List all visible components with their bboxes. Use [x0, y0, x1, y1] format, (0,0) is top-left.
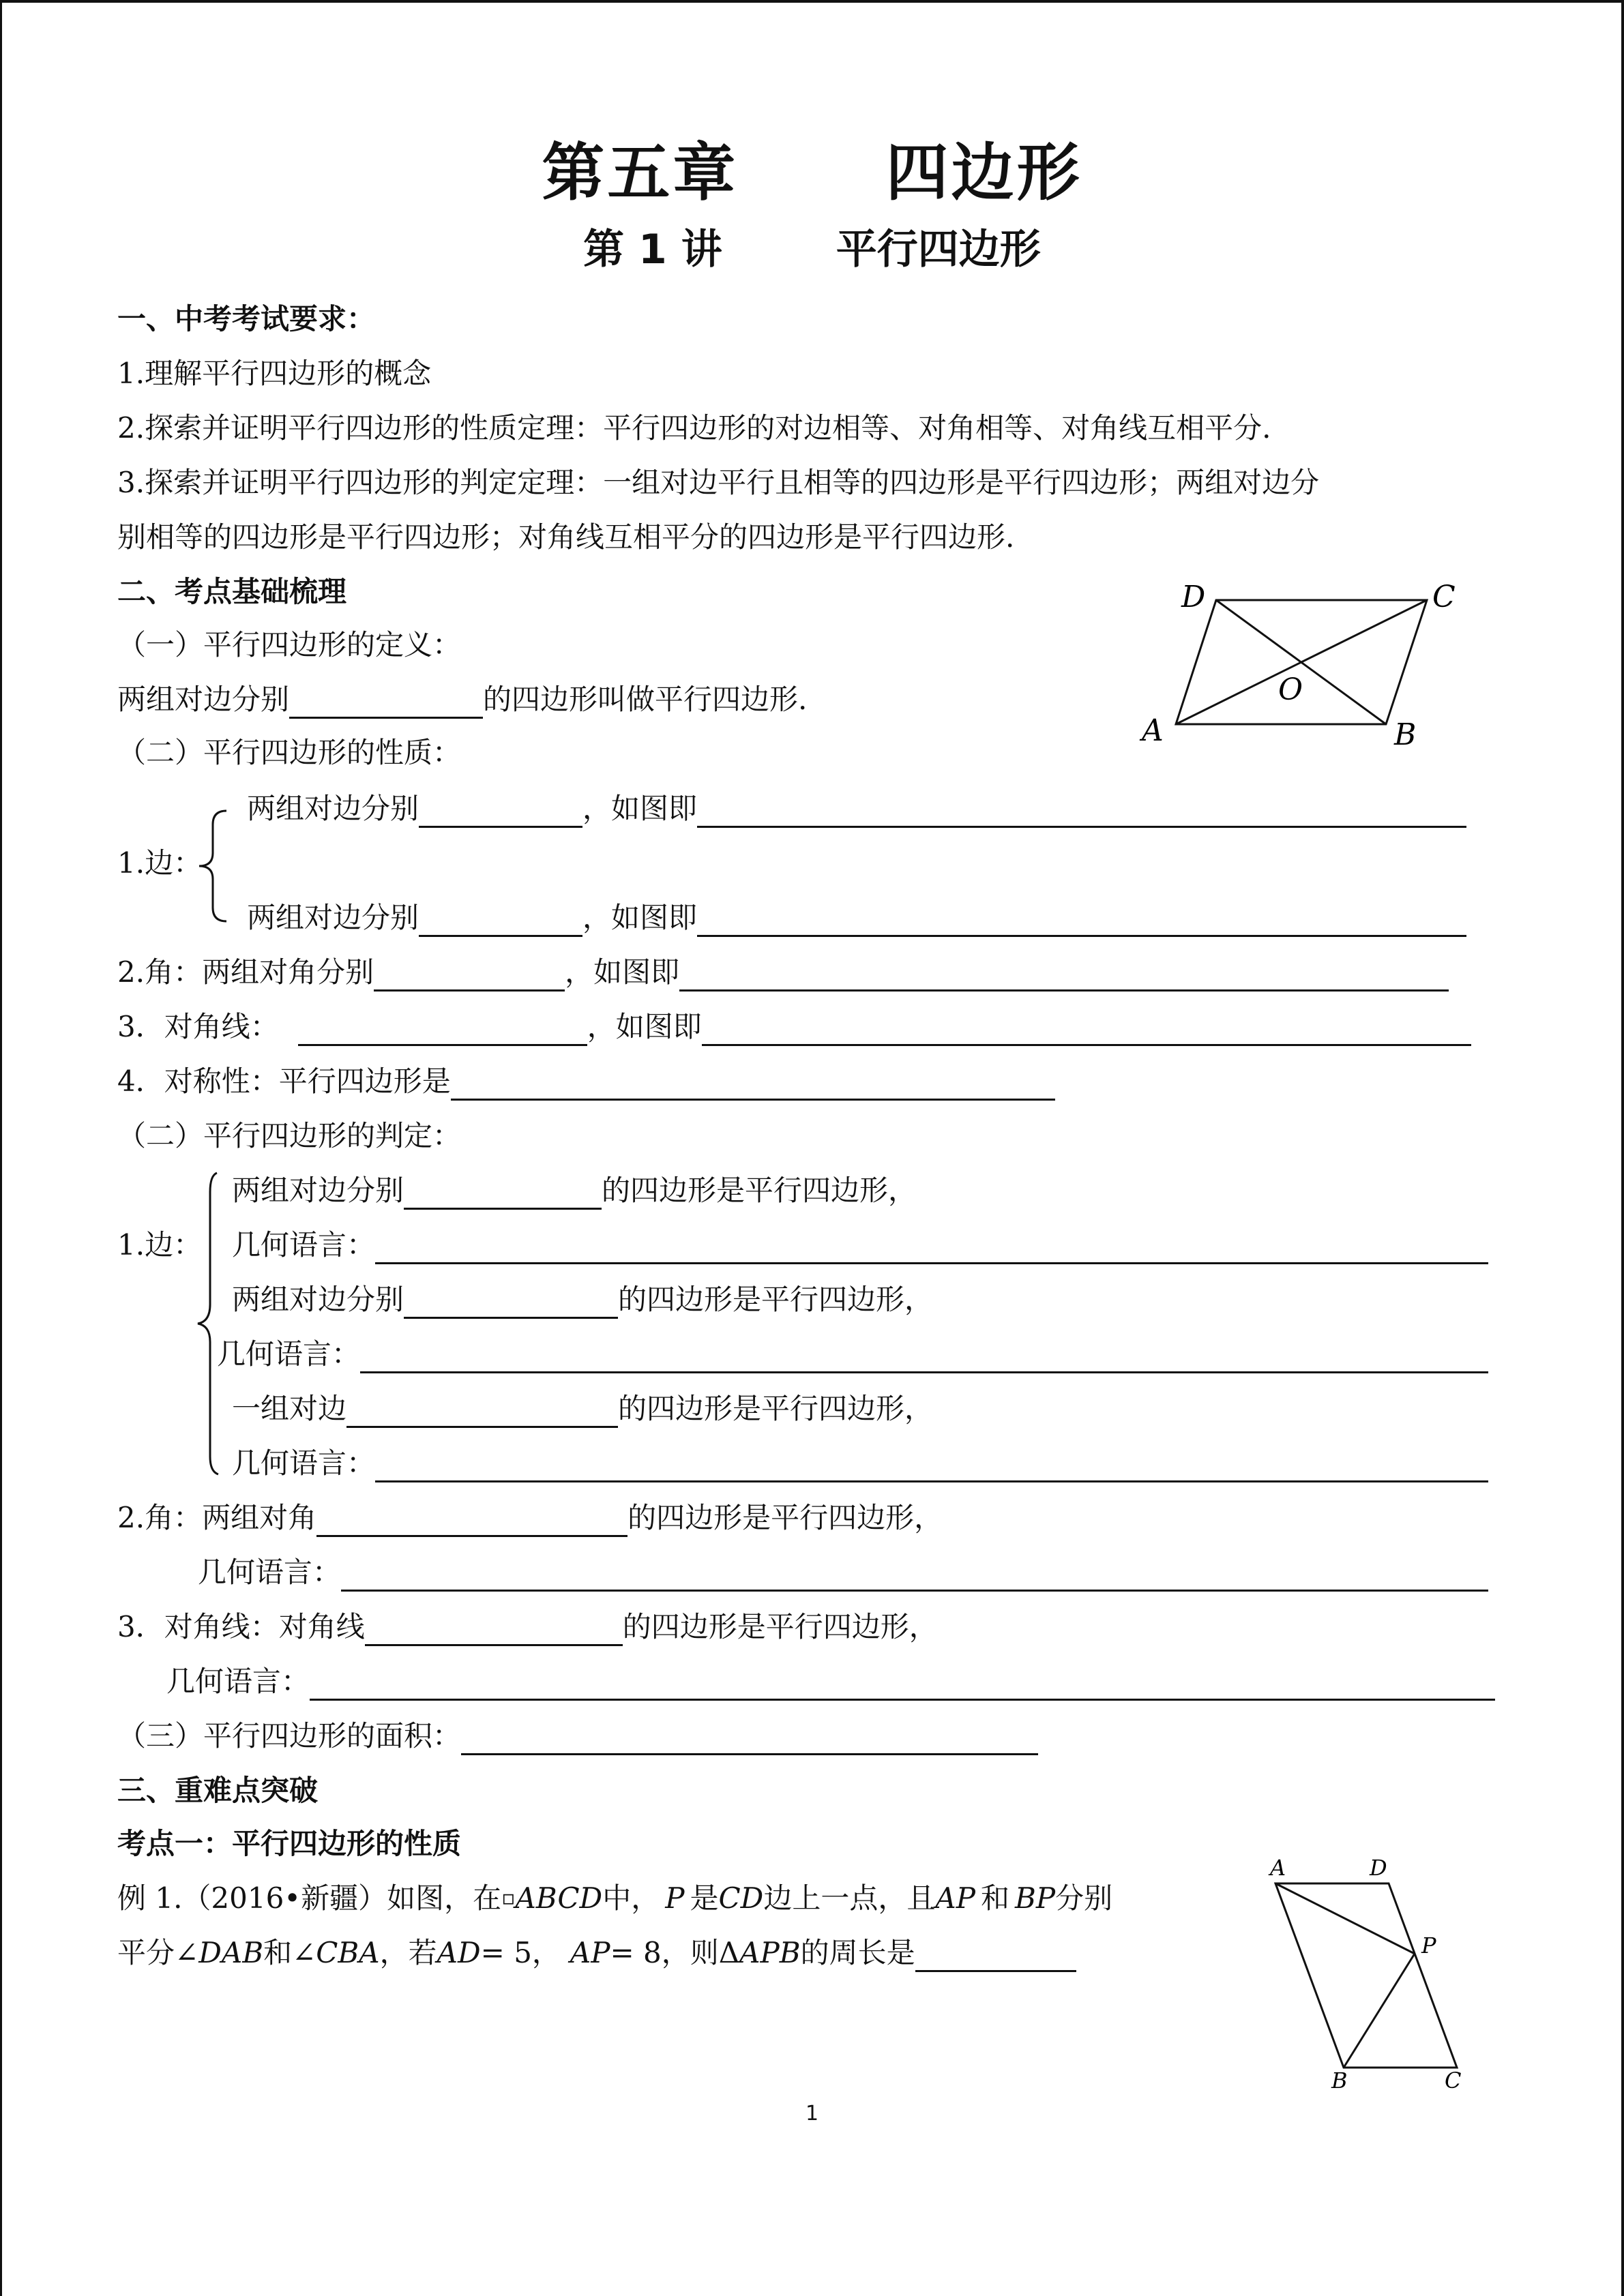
judgement-side-3-blank[interactable]	[346, 1396, 618, 1428]
example-1-text: 和∠	[263, 1936, 316, 1969]
judgement-angle	[117, 1499, 943, 1537]
judgement-side-3-suffix: 的四边形是平行四边形，	[618, 1392, 934, 1425]
page-border-left	[0, 0, 2, 2296]
example-1-text: 是	[690, 1881, 719, 1915]
judgement-side-2-prefix: 两组对边分别	[232, 1283, 404, 1316]
judgement-diagonal-geometry	[166, 1663, 1495, 1701]
page-number: 1	[805, 2102, 819, 2126]
property-side-1-figure-blank[interactable]	[697, 796, 1466, 828]
vertex-label-d: D	[1370, 1855, 1387, 1881]
example-parallelogram-outline	[1275, 1883, 1457, 2068]
example-1-text: = 8，则Δ	[610, 1936, 740, 1969]
property-side-2-prefix: 两组对边分别	[247, 901, 419, 934]
example-1-line-1	[117, 1879, 1112, 1918]
properties-heading: （二）平行四边形的性质：	[117, 736, 462, 769]
property-symmetry-prefix: 4．对称性：平行四边形是	[117, 1064, 451, 1098]
area-blank[interactable]	[461, 1723, 1038, 1755]
judgement-angle-blank[interactable]	[316, 1505, 628, 1537]
vertex-label-c: C	[1432, 580, 1456, 614]
property-side-2-blank[interactable]	[419, 905, 582, 937]
property-angle-blank[interactable]	[374, 959, 565, 992]
property-diagonal-figure-blank[interactable]	[702, 1014, 1471, 1046]
property-angle-figure-blank[interactable]	[679, 959, 1449, 992]
judgement-diagonal-suffix: 的四边形是平行四边形，	[622, 1610, 938, 1643]
math-ap: AP	[935, 1881, 975, 1915]
property-angle	[117, 953, 1449, 992]
math-ad: AD	[437, 1936, 481, 1969]
example-1-line-2	[117, 1934, 1076, 1972]
judgement-side-3	[232, 1390, 933, 1428]
parallelogram-symbol: ▫	[501, 1886, 516, 1910]
segment-ap	[1275, 1883, 1415, 1954]
vertex-label-d: D	[1181, 580, 1206, 614]
page-border-right	[1621, 0, 1624, 2296]
property-diagonal-blank[interactable]	[298, 1014, 587, 1046]
requirement-2: 2.探索并证明平行四边形的性质定理：平行四边形的对边相等、对角相等、对角线互相平分.	[117, 411, 1271, 445]
judgement-side-label: 1.边：	[117, 1228, 203, 1262]
key-point-1-heading: 考点一：平行四边形的性质	[117, 1827, 462, 1860]
math-cba: CBA	[316, 1936, 380, 1969]
property-side-1-prefix: 两组对边分别	[247, 792, 419, 825]
judgement-side-1	[232, 1172, 917, 1210]
judgement-side-1-geometry	[232, 1226, 1488, 1264]
judgement-angle-geometry	[198, 1553, 1488, 1592]
judgement-side-1-blank[interactable]	[404, 1178, 602, 1210]
lesson-title: 第 1 讲 平行四边形	[583, 226, 1041, 273]
property-symmetry-blank[interactable]	[451, 1069, 1055, 1101]
vertex-label-b: B	[1394, 717, 1417, 752]
example-1-text: 中，	[602, 1881, 660, 1915]
example-1-text: 和	[980, 1881, 1009, 1915]
judgement-side-1-suffix: 的四边形是平行四边形，	[602, 1174, 917, 1207]
judgement-side-1-geometry-blank[interactable]	[375, 1232, 1488, 1264]
math-abcd: ABCD	[515, 1881, 603, 1915]
example-1-text: 分别	[1055, 1881, 1113, 1915]
area-prefix: （三）平行四边形的面积：	[117, 1719, 462, 1753]
math-bp: BP	[1014, 1881, 1056, 1915]
judgement-diagonal-prefix: 3．对角线：对角线	[117, 1610, 365, 1643]
property-diagonal	[117, 1008, 1471, 1046]
property-angle-prefix: 2.角：两组对角分别	[117, 955, 374, 989]
judgement-side-3-geometry	[232, 1444, 1488, 1482]
vertex-label-a: A	[1270, 1855, 1286, 1881]
requirement-3-line-1: 3.探索并证明平行四边形的判定定理：一组对边平行且相等的四边形是平行四边形；两组对边分	[117, 466, 1320, 499]
judgement-side-brace	[190, 1172, 231, 1476]
judgement-heading: （二）平行四边形的判定：	[117, 1119, 462, 1152]
judgement-angle-geometry-blank[interactable]	[341, 1560, 1488, 1592]
center-label-o: O	[1278, 672, 1303, 707]
judgement-side-2	[232, 1281, 933, 1319]
geometry-language-label: 几何语言：	[198, 1555, 342, 1589]
property-symmetry	[117, 1062, 1055, 1101]
section-1-heading: 一、中考考试要求：	[117, 302, 376, 336]
geometry-language-label: 几何语言：	[232, 1228, 376, 1262]
chapter-title: 第五章 四边形	[542, 136, 1082, 209]
definition-line	[117, 681, 807, 719]
property-side-2-figure-blank[interactable]	[697, 905, 1466, 937]
example-1-text: 的周长是	[800, 1936, 915, 1969]
math-cd: CD	[718, 1881, 764, 1915]
section-3-heading: 三、重难点突破	[117, 1774, 319, 1807]
property-side-1	[247, 790, 1466, 828]
example-1-text: 平分∠	[117, 1936, 199, 1969]
judgement-angle-suffix: 的四边形是平行四边形，	[628, 1501, 943, 1534]
example-1-text: = 5，	[480, 1936, 561, 1969]
geometry-language-label: 几何语言：	[232, 1446, 376, 1480]
vertex-label-b: B	[1331, 2068, 1348, 2093]
property-side-1-blank[interactable]	[419, 796, 582, 828]
property-diagonal-figure-label: ，如图即	[587, 1010, 702, 1043]
math-p: P	[665, 1881, 685, 1915]
example-1-answer-blank[interactable]	[915, 1940, 1076, 1972]
requirement-1: 1.理解平行四边形的概念	[117, 357, 432, 390]
point-label-p: P	[1421, 1933, 1436, 1958]
vertex-label-c: C	[1445, 2068, 1462, 2093]
judgement-diagonal	[117, 1608, 938, 1646]
example-1-figure	[1255, 1855, 1473, 2093]
definition-heading: （一）平行四边形的定义：	[117, 628, 462, 661]
judgement-side-2-geometry-blank[interactable]	[360, 1341, 1488, 1373]
judgement-side-2-suffix: 的四边形是平行四边形，	[618, 1283, 934, 1316]
page-border-top	[0, 0, 1624, 3]
property-side-2	[247, 899, 1466, 937]
math-ap: AP	[570, 1936, 610, 1969]
property-side-2-figure-label: ，如图即	[582, 901, 698, 934]
judgement-side-2-geometry	[217, 1335, 1488, 1373]
judgement-diagonal-geometry-blank[interactable]	[310, 1669, 1495, 1701]
property-side-label: 1.边：	[117, 846, 203, 880]
definition-prefix: 两组对边分别	[117, 683, 290, 716]
vertex-label-a: A	[1142, 713, 1164, 748]
section-2-heading: 二、考点基础梳理	[117, 575, 347, 608]
property-diagonal-prefix: 3．对角线：	[117, 1010, 279, 1043]
math-apb: APB	[739, 1936, 801, 1969]
area-line	[117, 1717, 1038, 1755]
example-1-text: 例 1.（2016•新疆）如图，在	[117, 1881, 502, 1915]
parallelogram-figure	[1132, 580, 1487, 757]
judgement-side-1-prefix: 两组对边分别	[232, 1174, 404, 1207]
example-1-text: 边上一点，且	[763, 1881, 936, 1915]
judgement-side-3-geometry-blank[interactable]	[375, 1450, 1488, 1482]
property-side-1-figure-label: ，如图即	[582, 792, 698, 825]
geometry-language-label: 几何语言：	[217, 1337, 361, 1371]
judgement-angle-prefix: 2.角：两组对角	[117, 1501, 317, 1534]
math-dab: DAB	[198, 1936, 264, 1969]
judgement-side-2-blank[interactable]	[404, 1287, 618, 1319]
definition-suffix: 的四边形叫做平行四边形.	[483, 683, 808, 716]
geometry-language-label: 几何语言：	[166, 1665, 310, 1698]
requirement-3-line-2: 别相等的四边形是平行四边形；对角线互相平分的四边形是平行四边形.	[117, 520, 1015, 554]
definition-blank[interactable]	[289, 687, 483, 719]
segment-bp	[1344, 1954, 1415, 2068]
property-side-brace	[191, 808, 232, 924]
judgement-side-3-prefix: 一组对边	[232, 1392, 347, 1425]
property-angle-figure-label: ，如图即	[565, 955, 680, 989]
example-1-text: ，若	[379, 1936, 437, 1969]
judgement-diagonal-blank[interactable]	[365, 1614, 623, 1646]
